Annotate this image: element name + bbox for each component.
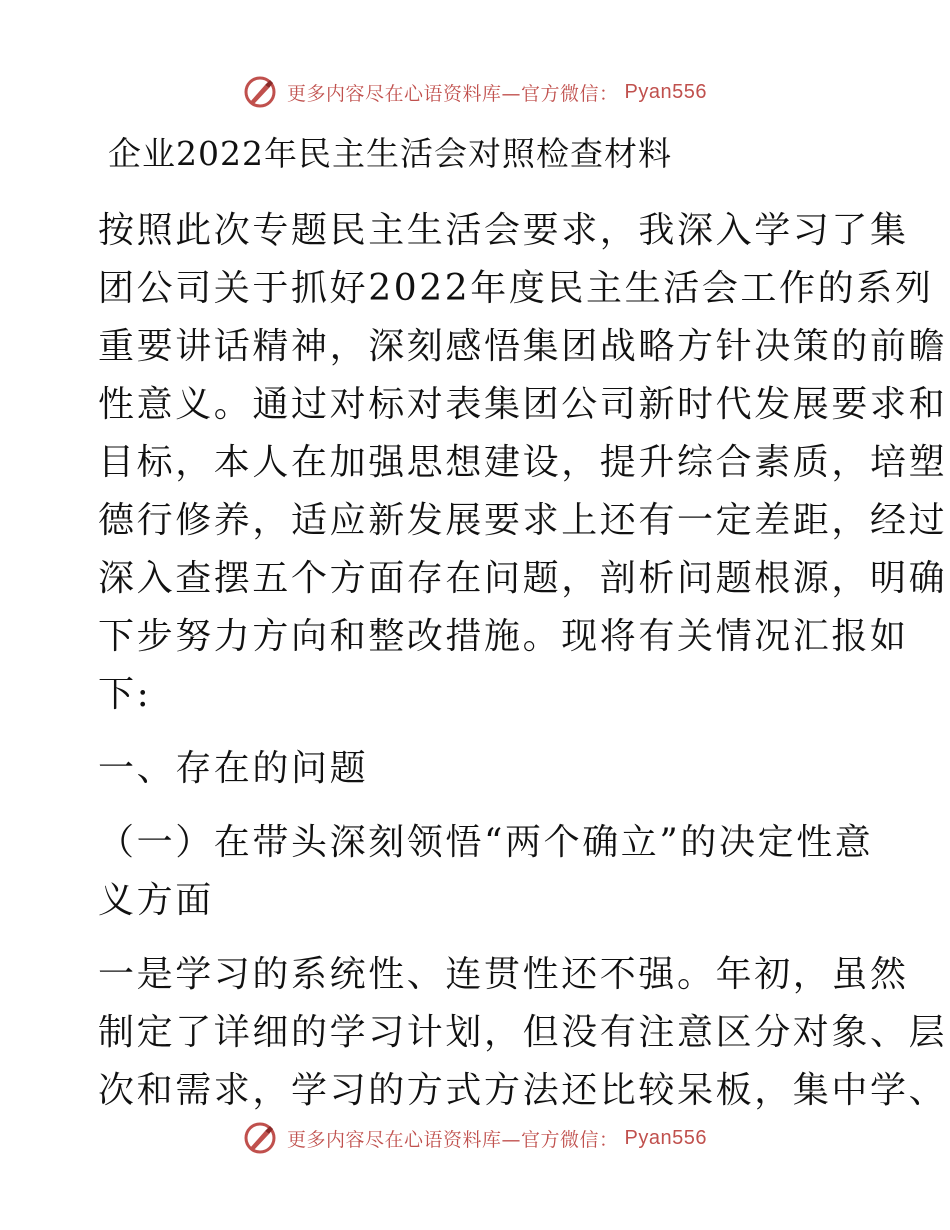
paragraph-line: 目标，本人在加强思想建设，提升综合素质，培塑 [98, 442, 948, 483]
pen-logo-icon [243, 1121, 277, 1155]
paragraph-line: 一是学习的系统性、连贯性还不强。年初，虽然 [98, 954, 909, 995]
watermark-header [0, 72, 950, 112]
watermark-account: Pyan556 [624, 80, 707, 103]
paragraph-line: 重要讲话精神，深刻感悟集团战略方针决策的前瞻 [98, 326, 948, 367]
paragraph-line: 深入查摆五个方面存在问题，剖析问题根源，明确 [98, 558, 948, 599]
watermark-account: Pyan556 [624, 1126, 707, 1149]
paragraph-line: 团公司关于抓好2022年度民主生活会工作的系列 [98, 268, 934, 309]
paragraph-line: 次和需求，学习的方式方法还比较呆板，集中学、 [98, 1070, 948, 1111]
pen-logo-icon [243, 75, 277, 109]
section-heading: 一、存在的问题 [98, 748, 369, 789]
document-title: 企业2022年民主生活会对照检查材料 [108, 134, 672, 173]
paragraph-line: 性意义。通过对标对表集团公司新时代发展要求和 [98, 384, 948, 425]
paragraph-line: 按照此次专题民主生活会要求，我深入学习了集 [98, 210, 909, 251]
paragraph-line: 下步努力方向和整改措施。现将有关情况汇报如 [98, 616, 909, 657]
subsection-heading-cont: 义方面 [98, 880, 214, 921]
paragraph-line: 下: [98, 674, 152, 715]
watermark-footer [0, 1118, 950, 1158]
subsection-heading: （一）在带头深刻领悟“两个确立”的决定性意 [98, 822, 874, 863]
paragraph-line: 制定了详细的学习计划，但没有注意区分对象、层 [98, 1012, 948, 1053]
paragraph-line: 德行修养，适应新发展要求上还有一定差距，经过 [98, 500, 948, 541]
watermark-prefix: 更多内容尽在心语资料库—官方微信： [287, 1128, 619, 1151]
watermark-prefix: 更多内容尽在心语资料库—官方微信： [287, 82, 619, 105]
